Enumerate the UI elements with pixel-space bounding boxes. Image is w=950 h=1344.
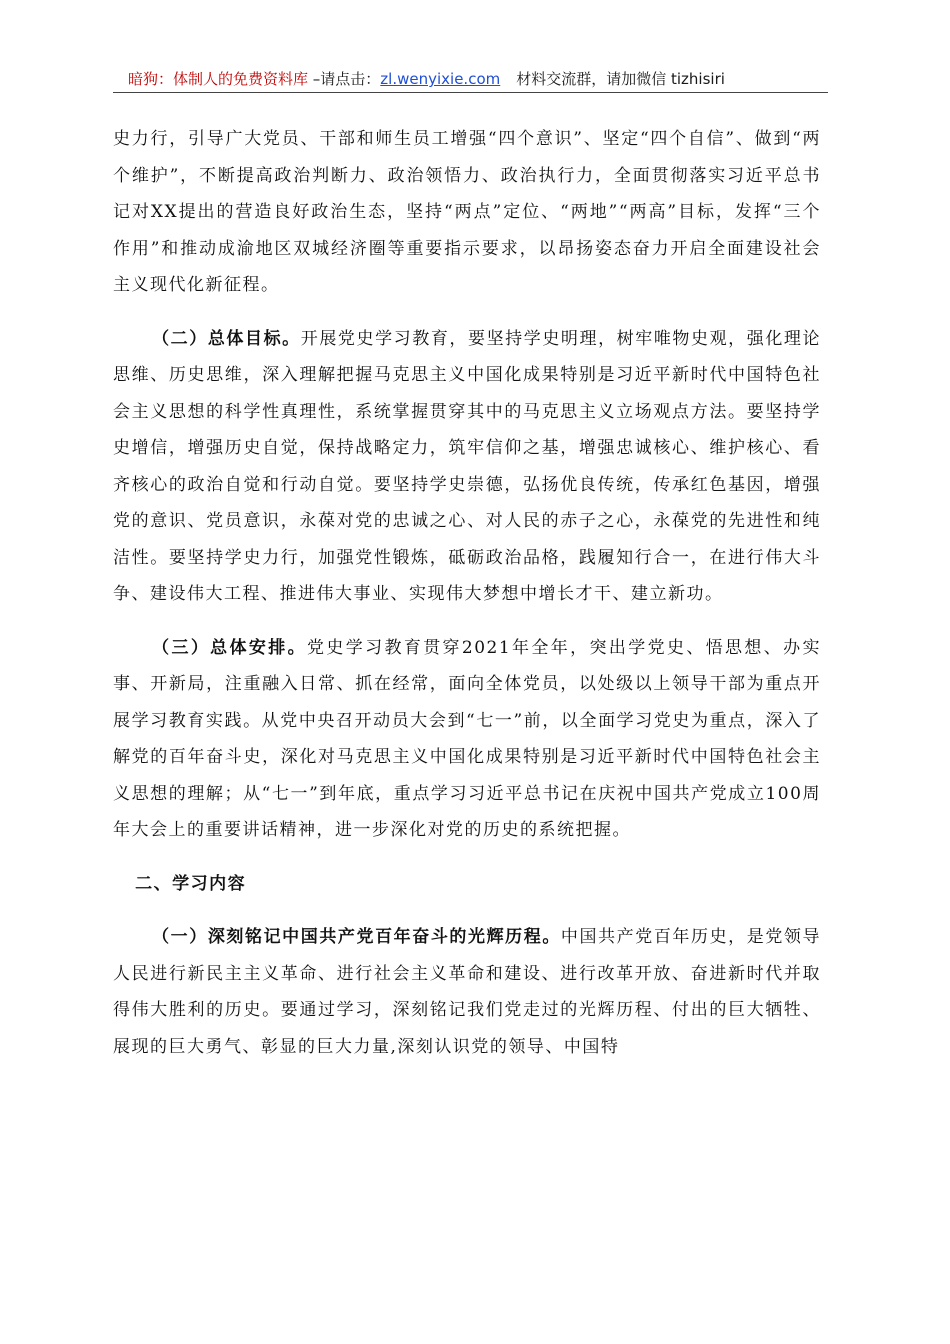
history-paragraph: [113, 919, 821, 1065]
page-header: [128, 66, 828, 92]
history-lead: （一）深刻铭记中国共产党百年奋斗的光辉历程。: [152, 927, 561, 947]
header-contact: 材料交流群，请加微信 tizhisiri: [516, 70, 725, 88]
header-link[interactable]: zl.wenyixie.com: [380, 70, 501, 88]
arrangement-text: 党史学习教育贯穿2021年全年，突出学党史、悟思想、办实事、开新局，注重融入日常、抓在经常，面向全体党员，以处级以上领导干部为重点开展学习教育实践。从党中央召开动员大会到“七一”前，以全面学习党史为重点，深入了解党的百年奋斗史，深化对马克思主义中国化成果特别是习近平新时代中国特色社会主义思想的理解；从“七一”到年底，重点学习习近平总书记在庆祝中国共产党成立100周年大会上的重要讲话精神，进一步深化对党的历史的系统把握。: [113, 637, 822, 840]
paragraph-gap: [113, 902, 821, 919]
paragraph-gap: [113, 613, 821, 630]
arrangement-lead: （三）总体安排。: [152, 637, 308, 658]
history-text: 中国共产党百年历史，是党领导人民进行新民主主义革命、进行社会主义革命和建设、进行改革开放、奋进新时代并取得伟大胜利的历史。要通过学习，深刻铭记我们党走过的光辉历程、付出的巨大牺牲、展现的巨大勇气、彰显的巨大力量,深刻认识党的领导、中国特: [113, 927, 822, 1057]
header-divider: [113, 92, 828, 93]
goal-lead: （二）总体目标。: [152, 328, 301, 349]
header-brand: 暗狗：体制人的免费资料库: [128, 70, 309, 88]
paragraph-gap: [113, 849, 821, 866]
intro-paragraph: 史力行，引导广大党员、干部和师生员工增强“四个意识”、坚定“四个自信”、做到“两个维护”，不断提高政治判断力、政治领悟力、政治执行力，全面贯彻落实习近平总书记对XX提出的营造良好政治生态，坚持“两点”定位、“两地”“两高”目标，发挥“三个作用”和推动成渝地区双城经济圈等重要指示要求，以昂扬姿态奋力开启全面建设社会主义现代化新征程。: [113, 129, 821, 295]
header-prompt: –请点击：: [308, 70, 381, 88]
goal-paragraph: [113, 321, 821, 613]
paragraph-gap: [113, 304, 821, 321]
goal-text: 开展党史学习教育，要坚持学史明理，树牢唯物史观，强化理论思维、历史思维，深入理解把握马克思主义中国化成果特别是习近平新时代中国特色社会主义思想的科学性真理性，系统掌握贯穿其中的马克思主义立场观点方法。要坚持学史增信，增强历史自觉，保持战略定力，筑牢信仰之基，增强忠诚核心、维护核心、看齐核心的政治自觉和行动自觉。要坚持学史崇德，弘扬优良传统，传承红色基因，增强党的意识、党员意识，永葆对党的忠诚之心、对人民的赤子之心，永葆党的先进性和纯洁性。要坚持学史力行，加强党性锻炼，砥砺政治品格，践履知行合一，在进行伟大斗争、建设伟大工程、推进伟大事业、实现伟大梦想中增长才干、建立新功。: [113, 328, 822, 604]
document-body: [113, 121, 821, 1065]
arrangement-paragraph: [113, 630, 821, 849]
section-heading-study-content: 二、学习内容: [135, 873, 247, 894]
